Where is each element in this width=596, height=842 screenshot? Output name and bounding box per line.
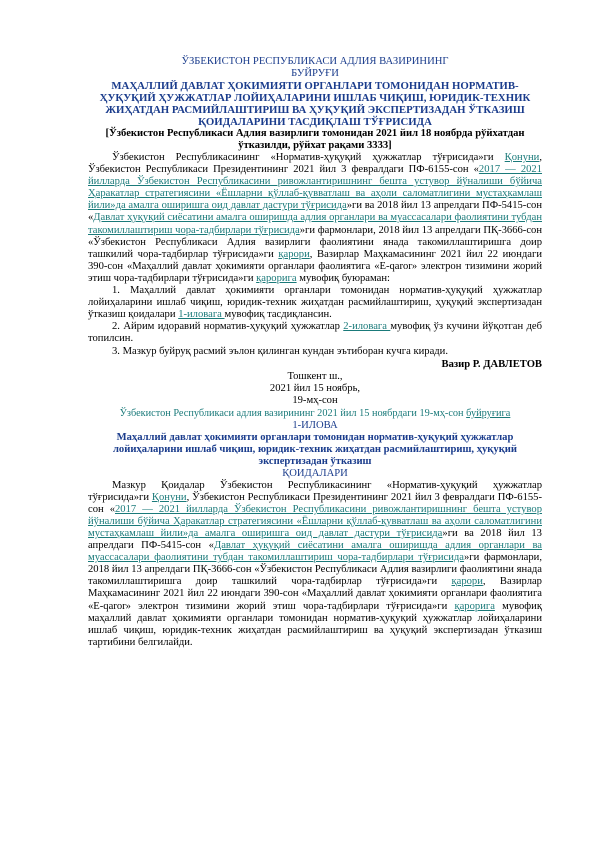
item-text: 1. Маҳаллий давлат ҳокимияти органлари томонидан норматив-ҳуқуқий ҳужжатлар лойиҳаларини ишлаб чиқиш, юридик-техник жиҳатдан расмийлаштириш, ҳуқуқий экспертизадан ўтказиш қоидалари bbox=[88, 285, 542, 321]
ministry-header: ЎЗБЕКИСТОН РЕСПУБЛИКАСИ АДЛИЯ ВАЗИРИНИНГ bbox=[181, 56, 449, 67]
decree-6155-link[interactable]: 2017 — 2021 йилларда Ўзбекистон Республикасини ривожлантиришнинг бешта устувор йўналиши бўйича Ҳаракатлар стратегиясини «Ёшларни қўллаб-қувватлаш ва аҳоли саломатлигини мустаҳкамлаш йили»да амалга оширишга оид давлат дастури тўғрисида bbox=[88, 503, 542, 539]
item-text: мувофиқ ўз кучини йўқотган деб топилсин. bbox=[88, 321, 542, 345]
rules-text: Мазкур Қоидалар Ўзбекистон Республикасининг «Норматив-ҳуқуқий ҳужжатлар тўғрисида»ги bbox=[88, 479, 542, 503]
order-item-1 bbox=[88, 285, 542, 321]
order-date: 2021 йил 15 ноябрь, bbox=[269, 382, 361, 394]
appendix-reference bbox=[88, 408, 542, 420]
rules-text: »ги фармонлари, 2018 йил 13 апрелдаги ПҚ-3666-сон «Ўзбекистон Республикаси Адлия вазирлиги фаолиятини янада такомиллаштиришга доир ташкилий чора-тадбирлар тўғрисида»ги bbox=[88, 552, 542, 588]
order-number: 19-мҳ-сон bbox=[292, 394, 338, 406]
order-word: БУЙРУҒИ bbox=[291, 68, 339, 79]
item-text: 2. Айрим идоравий норматив-ҳуқуқий ҳужжатлар bbox=[112, 321, 344, 333]
registration-note: [Ўзбекистон Республикаси Адлия вазирлиги томонидан 2021 йил 18 ноябрда рўйхатдан ўтказилди, рўйхат рақами 3333] bbox=[105, 128, 525, 151]
rules-text: , Вазирлар Маҳкамасининг 2021 йил 22 июндаги 390-сон «Маҳаллий давлат ҳокимияти органлари фаолиятига «E-qaror» электрон тизимини жорий этиш чора-тадбирлари тўғрисида»ги bbox=[88, 576, 542, 612]
preamble-text: Ўзбекистон Республикасининг «Норматив-ҳуқуқий ҳужжатлар тўғрисида»ги bbox=[112, 152, 505, 163]
rules-heading: ҚОИДАЛАРИ bbox=[282, 467, 348, 479]
rules-paragraph bbox=[88, 480, 542, 649]
preamble-text: »ги фармонлари, 2018 йил 13 апрелдаги ПҚ-3666-сон «Ўзбекистон Республикаси Адлия вазирлиги фаолиятини янада такомиллаштиришга доир ташкилий чора-тадбирлар тўғрисида»ги bbox=[88, 224, 542, 260]
preamble-text: мувофиқ буюраман: bbox=[296, 272, 390, 284]
preamble-text: , Вазирлар Маҳкамасининг 2021 йил 22 июндаги 390-сон «Маҳаллий давлат ҳокимияти органлари фаолиятига «E-qaror» электрон тизимини жорий этиш чора-тадбирлари тўғрисида»ги bbox=[88, 248, 542, 284]
appendix-2-link[interactable]: 2-иловага bbox=[343, 321, 391, 333]
resolution-3666-link[interactable]: қарори bbox=[278, 248, 310, 260]
resolution-3666-link[interactable]: қарори bbox=[451, 576, 483, 588]
decree-5415-link[interactable]: Давлат ҳуқуқий сиёсатини амалга оширишда адлия органлари ва муассасалари фаолиятини тубдан такомиллаштириш чора-тадбирлари тўғрисида bbox=[88, 540, 543, 564]
order-link[interactable]: буйруғига bbox=[466, 407, 511, 419]
appendix-title: Маҳаллий давлат ҳокимияти органлари томонидан норматив-ҳуқуқий ҳужжатлар лойиҳаларини ишлаб чиқиш, юридик-техник жиҳатдан расмийлаштириш, ҳуқуқий экспертизадан ўтказиш bbox=[112, 431, 518, 467]
decree-5415-link[interactable]: Давлат ҳуқуқий сиёсатини амалга оширишда адлия органлари ва муассасалари фаолиятини тубдан такомиллаштириш чора-тадбирлари тўғрисида bbox=[88, 212, 542, 236]
resolution-390-link[interactable]: қарорига bbox=[454, 600, 495, 612]
order-title: МАҲАЛЛИЙ ДАВЛАТ ҲОКИМИЯТИ ОРГАНЛАРИ ТОМОНИДАН НОРМАТИВ-ҲУҚУҚИЙ ҲУЖЖАТЛАР ЛОЙИҲАЛАРИНИ ИШЛАБ ЧИҚИШ, ЮРИДИК-ТЕХНИК ЖИҲАТДАН РАСМИЙЛАШТИРИШ ВА ҲУҚУҚИЙ ЭКСПЕРТИЗАДАН ЎТКАЗИШ ҚОИДАЛАРИНИ ТАСДИҚЛАШ ТЎҒРИСИДА bbox=[99, 80, 531, 128]
order-item-3: 3. Мазкур буйруқ расмий эълон қилинган кундан эътиборан кучга киради. bbox=[112, 345, 449, 357]
rules-text: , Ўзбекистон Республикаси Президентининг 2021 йил 3 февралдаги ПФ-6155-сон « bbox=[88, 491, 542, 515]
rules-text: мувофиқ маҳаллий давлат ҳокимияти органлари томонидан норматив-ҳуқуқий ҳужжатлар лойиҳаларини ишлаб чиқиш, юридик-техник жиҳатдан расмийлаштириш ва ҳуқуқий экспертизадан ўтказиш тартибини белгилайди. bbox=[88, 600, 542, 648]
appendix-1-link[interactable]: 1-иловага bbox=[178, 309, 225, 321]
order-item-2 bbox=[88, 321, 542, 345]
place: Тошкент ш., bbox=[287, 370, 343, 382]
preamble-text: »ги ва 2018 йил 13 апрелдаги ПФ-5415-сон « bbox=[88, 200, 542, 224]
appendix-reference-text: Ўзбекистон Республикаси адлия вазирининг 2021 йил 15 ноябрдаги 19-мҳ-сон bbox=[119, 407, 467, 419]
signature: Вазир Р. ДАВЛЕТОВ bbox=[441, 358, 542, 370]
resolution-390-link[interactable]: қарорига bbox=[256, 272, 297, 284]
preamble-paragraph bbox=[88, 152, 542, 285]
appendix-label: 1-ИЛОВА bbox=[292, 419, 338, 431]
decree-6155-link[interactable]: 2017 — 2021 йилларда Ўзбекистон Республикасини ривожлантиришнинг бешта устувор йўналиши бўйича Ҳаракатлар стратегиясини «Ёшларни қўллаб-қувватлаш ва аҳоли саломатлигини мустаҳкамлаш йили»да амалга оширишга оид давлат дастури тўғрисида bbox=[88, 164, 543, 212]
item-text: мувофиқ тасдиқлансин. bbox=[224, 309, 332, 321]
law-link[interactable]: Қонуни bbox=[151, 491, 187, 503]
rules-text: »ги ва 2018 йил 13 апрелдаги ПФ-5415-сон « bbox=[88, 527, 542, 552]
preamble-text: , Ўзбекистон Республикаси Президентининг 2021 йил 3 февралдаги ПФ-6155-сон « bbox=[88, 152, 542, 176]
law-link[interactable]: Қонуни bbox=[504, 152, 540, 163]
